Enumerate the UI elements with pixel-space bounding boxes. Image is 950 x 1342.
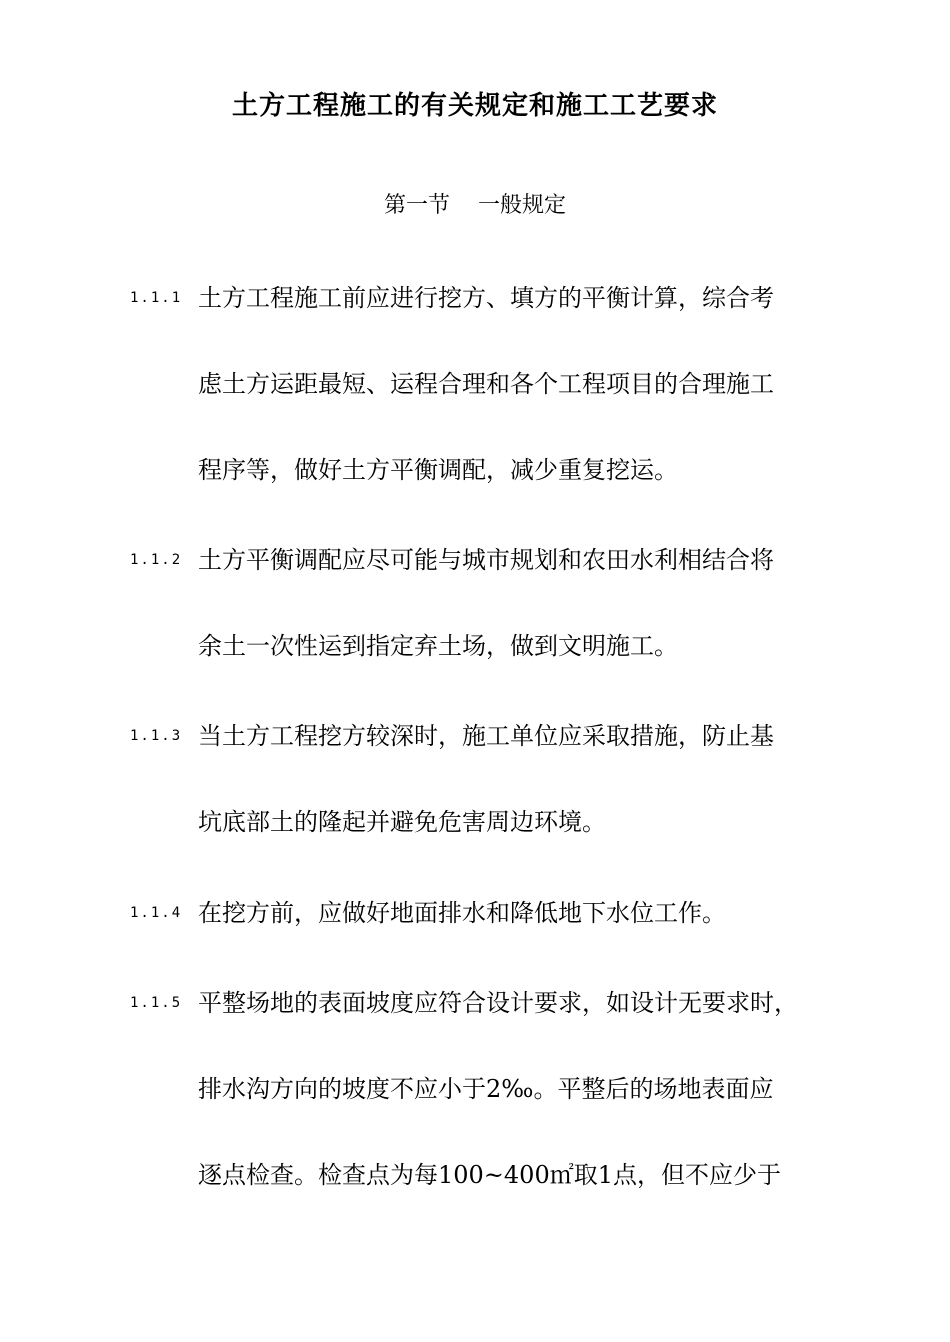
document-title: 土方工程施工的有关规定和施工工艺要求 <box>231 91 718 121</box>
clause-text-line: 在挖方前，应做好地面排水和降低地下水位工作。 <box>198 899 726 927</box>
clause-text-line: 逐点检查。检查点为每100~400㎡取1点，但不应少于 <box>198 1161 781 1189</box>
clause-text-line: 土方工程施工前应进行挖方、填方的平衡计算，综合考 <box>198 284 774 312</box>
clause-number: 1.1.5 <box>130 995 183 1011</box>
clause-text-line: 程序等，做好土方平衡调配，减少重复挖运。 <box>198 456 678 484</box>
clause-number: 1.1.1 <box>130 290 183 306</box>
clause-text-line: 当土方工程挖方较深时，施工单位应采取措施，防止基 <box>198 722 774 750</box>
clause-text-line: 平整场地的表面坡度应符合设计要求，如设计无要求时， <box>198 989 798 1017</box>
clause-number: 1.1.3 <box>130 728 183 744</box>
clause-number: 1.1.2 <box>130 552 183 568</box>
clause-text-line: 排水沟方向的坡度不应小于2‰。平整后的场地表面应 <box>198 1075 774 1103</box>
section-heading: 第一节 一般规定 <box>384 193 566 218</box>
clause-text-line: 坑底部土的隆起并避免危害周边环境。 <box>198 808 606 836</box>
clause-text-line: 余土一次性运到指定弃土场，做到文明施工。 <box>198 632 678 660</box>
clause-text-line: 土方平衡调配应尽可能与城市规划和农田水利相结合将 <box>198 546 774 574</box>
clause-text-line: 虑土方运距最短、运程合理和各个工程项目的合理施工 <box>198 370 774 398</box>
clause-number: 1.1.4 <box>130 905 183 921</box>
